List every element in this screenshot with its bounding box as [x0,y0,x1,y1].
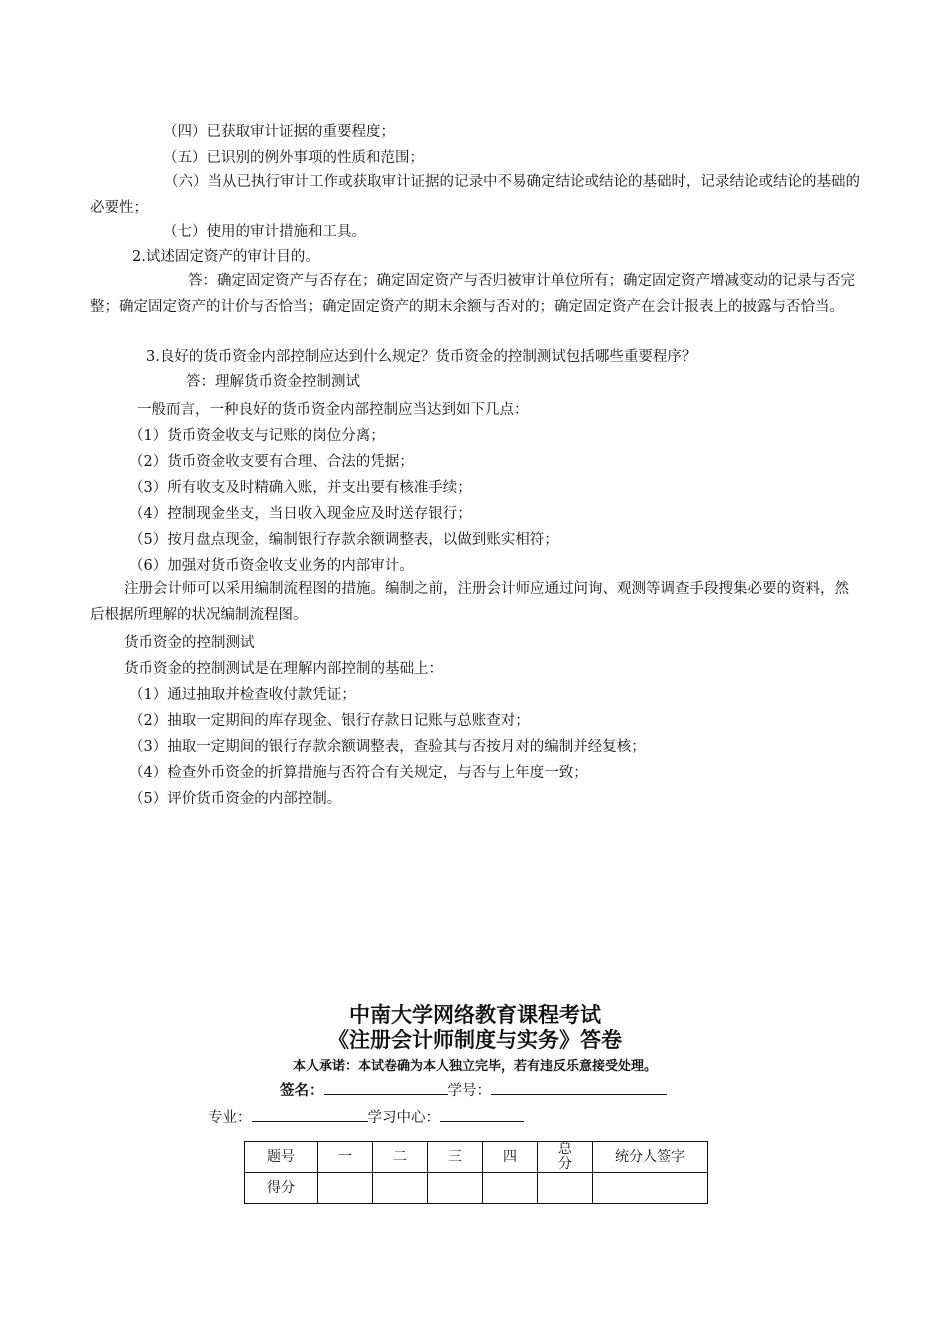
score-cell-signature[interactable] [593,1173,708,1204]
exam-title: 中南大学网络教育课程考试 [349,1003,601,1027]
header-total-label: 总分 [558,1141,572,1172]
score-table-header-row [245,1142,708,1173]
score-cell-part-4[interactable] [483,1173,538,1204]
course-title: 《注册会计师制度与实务》答卷 [328,1028,622,1052]
header-part-2: 二 [373,1142,428,1173]
score-table-score-row [245,1173,708,1204]
control-point-2: （2）货币资金收支要有合理、合法的凭据； [129,454,414,470]
audit-record-item-6: （六）当从已执行审计工作或获取审计证据的记录中不易确定结论或结论的基础时，记录结论或结论的基础的必要性； [90,174,860,216]
question-3: 3.良好的货币资金内部控制应达到什么规定？货币资金的控制测试包括哪些重要程序？ [146,349,697,365]
control-test-intro: 货币资金的控制测试是在理解内部控制的基础上： [124,661,443,677]
header-tally-signature-label: 统分人签字 [615,1148,685,1165]
control-test-3: （3）抽取一定期间的银行存款余额调整表，查验其与否按月对的编制并经复核； [129,739,646,755]
header-question-no: 题号 [245,1142,318,1173]
header-tally-signature [593,1142,708,1173]
header-part-3: 三 [428,1142,483,1173]
honesty-pledge: 本人承诺：本试卷确为本人独立完毕，若有违反乐意接受处理。 [292,1059,657,1074]
sign-id-row [280,1079,667,1100]
study-center-blank[interactable] [440,1107,524,1122]
sign-label: 签名： [280,1083,324,1099]
header-part-1: 一 [318,1142,373,1173]
study-center-label: 学习中心： [367,1110,440,1126]
sign-blank[interactable] [324,1080,448,1095]
question-2: 2.试述固定资产的审计目的。 [132,249,320,265]
control-point-3: （3）所有收支及时精确入账，并支出要有核准手续； [129,480,472,496]
score-label: 得分 [245,1173,318,1204]
control-intro: 一般而言，一种良好的货币资金内部控制应当达到如下几点： [137,402,529,418]
audit-record-item-7: （七）使用的审计措施和工具。 [163,224,366,240]
control-point-5: （5）按月盘点现金，编制银行存款余额调整表，以做到账实相符； [129,532,559,548]
control-point-1: （1）货币资金收支与记账的岗位分离； [129,428,385,444]
major-center-row [208,1106,524,1127]
audit-record-item-4: （四）已获取审计证据的重要程度； [163,124,395,140]
major-blank[interactable] [252,1107,368,1122]
score-cell-total[interactable] [538,1173,593,1204]
control-test-5: （5）评价货币资金的内部控制。 [129,791,342,807]
header-part-4: 四 [483,1142,538,1173]
control-point-6: （6）加强对货币资金收支业务的内部审计。 [129,558,414,574]
major-label: 专业： [208,1110,252,1126]
answer-2: 答：确定固定资产与否存在；确定固定资产与否归被审计单位所有；确定固定资产增减变动的记录与否完整；确定固定资产的计价与否恰当；确定固定资产的期末余额与否对的；确定固定资产在会计报表上的披露与否恰当。 [90,273,855,315]
score-table [244,1141,708,1204]
flowchart-paragraph: 注册会计师可以采用编制流程图的措施。编制之前，注册会计师应通过问询、观测等调查手段搜集必要的资料，然后根据所理解的状况编制流程图。 [90,581,849,623]
control-test-heading: 货币资金的控制测试 [124,635,255,651]
control-point-4: （4）控制现金坐支，当日收入现金应及时送存银行； [129,506,472,522]
score-cell-part-2[interactable] [373,1173,428,1204]
control-test-2: （2）抽取一定期间的库存现金、银行存款日记账与总账查对； [129,713,530,729]
header-total [538,1142,593,1173]
student-id-blank[interactable] [491,1080,667,1095]
control-test-4: （4）检查外币资金的折算措施与否符合有关规定，与否与上年度一致； [129,765,588,781]
score-cell-part-3[interactable] [428,1173,483,1204]
audit-record-item-5: （五）已识别的例外事项的性质和范围； [163,150,424,166]
score-cell-part-1[interactable] [318,1173,373,1204]
answer-3: 答：理解货币资金控制测试 [186,374,360,390]
control-test-1: （1）通过抽取并检查收付款凭证； [129,687,356,703]
student-id-label: 学号： [447,1083,491,1099]
